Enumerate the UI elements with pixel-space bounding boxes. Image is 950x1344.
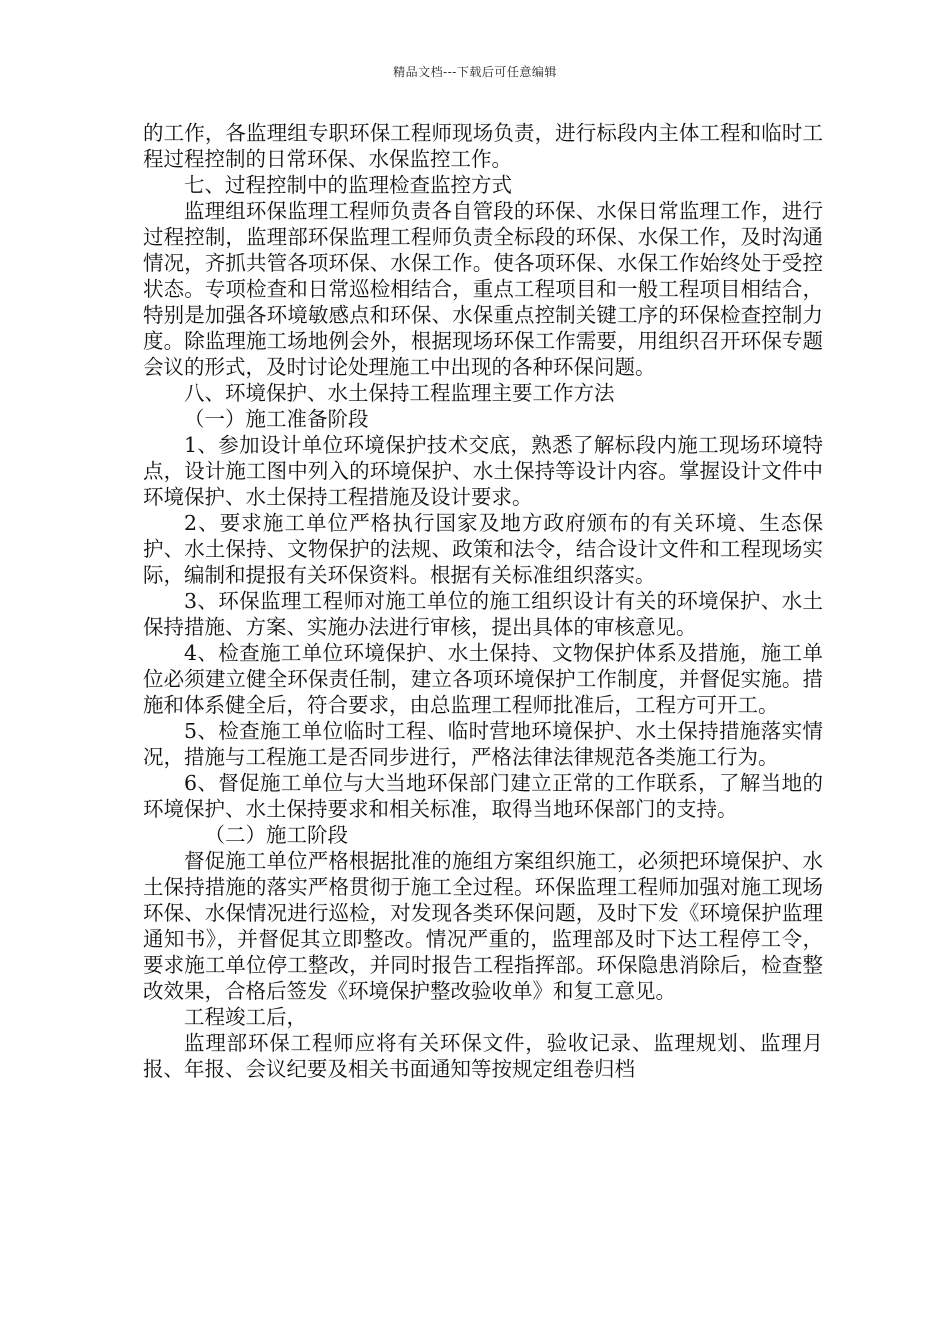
list-item-3: 3、环保监理工程师对施工单位的施工组织设计有关的环境保护、水土保持措施、方案、实施办法进行审核，提出具体的审核意见。	[143, 589, 823, 639]
paragraph-continuation: 的工作，各监理组专职环保工程师现场负责，进行标段内主体工程和临时工程过程控制的日常环保、水保监控工作。	[143, 121, 823, 171]
page-header: 精品文档---下载后可任意编辑	[393, 65, 557, 79]
list-item-6: 6、督促施工单位与大当地环保部门建立正常的工作联系，了解当地的环境保护、水土保持要求和相关标准，取得当地环保部门的支持。	[143, 771, 823, 821]
list-item-1: 1、参加设计单位环境保护技术交底，熟悉了解标段内施工现场环境特点，设计施工图中列入的环境保护、水土保持等设计内容。掌握设计文件中环境保护、水土保持工程措施及设计要求。	[143, 433, 823, 509]
paragraph-completion: 工程竣工后，	[184, 1005, 307, 1029]
paragraph-monitoring-method: 监理组环保监理工程师负责各自管段的环保、水保日常监理工作，进行过程控制，监理部环保监理工程师负责全标段的环保、水保工作，及时沟通情况，齐抓共管各项环保、水保工作。使各项环保、水保工作始终处于受控状态。专项检查和日常巡检相结合，重点工程项目和一般工程项目相结合，特别是加强各环境敏感点和环保、水保重点控制关键工序的环保检查控制力度。除监理施工场地例会外，根据现场环保工作需要，用组织召开环保专题会议的形式，及时讨论处理施工中出现的各种环保问题。	[143, 199, 823, 379]
subsection-heading-construction: （二）施工阶段	[204, 823, 348, 847]
subsection-heading-preparation: （一）施工准备阶段	[184, 407, 369, 431]
list-item-2: 2、要求施工单位严格执行国家及地方政府颁布的有关环境、生态保护、水土保持、文物保护的法规、政策和法令，结合设计文件和工程现场实际，编制和提报有关环保资料。根据有关标准组织落实。	[143, 511, 823, 587]
document-body	[143, 120, 823, 1082]
paragraph-construction-stage: 督促施工单位严格根据批准的施组方案组织施工，必须把环境保护、水土保持措施的落实严格贯彻于施工全过程。环保监理工程师加强对施工现场环保、水保情况进行巡检，对发现各类环保问题，及时下发《环境保护监理通知书》，并督促其立即整改。情况严重的，监理部及时下达工程停工令，要求施工单位停工整改，并同时报告工程指挥部。环保隐患消除后，检查整改效果，合格后签发《环境保护整改验收单》和复工意见。	[143, 849, 823, 1003]
list-item-4: 4、检查施工单位环境保护、水土保持、文物保护体系及措施，施工单位必须建立健全环保责任制，建立各项环境保护工作制度，并督促实施。措施和体系健全后，符合要求，由总监理工程师批准后，工程方可开工。	[143, 641, 823, 717]
section-heading-8: 八、环境保护、水土保持工程监理主要工作方法	[184, 381, 615, 405]
list-item-5: 5、检查施工单位临时工程、临时营地环境保护、水土保持措施落实情况，措施与工程施工是否同步进行，严格法律法律规范各类施工行为。	[143, 719, 823, 769]
paragraph-archiving: 监理部环保工程师应将有关环保文件，验收记录、监理规划、监理月报、年报、会议纪要及相关书面通知等按规定组卷归档	[143, 1031, 823, 1081]
section-heading-7: 七、过程控制中的监理检查监控方式	[184, 173, 512, 197]
